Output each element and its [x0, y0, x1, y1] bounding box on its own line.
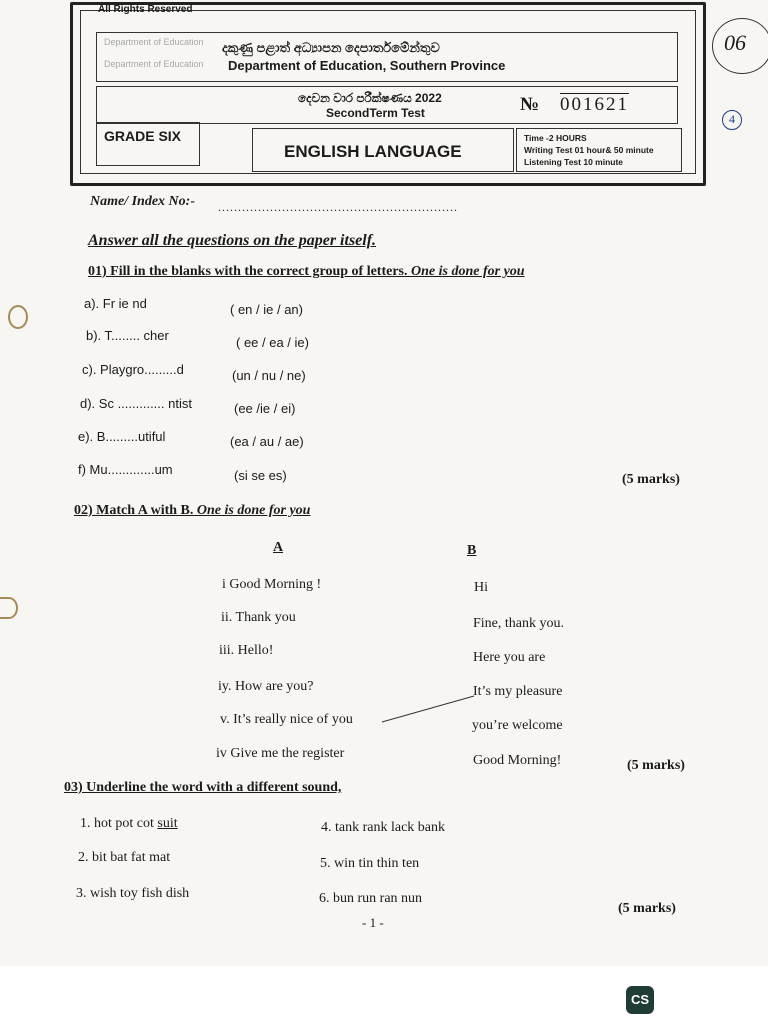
term-english: SecondTerm Test [326, 106, 425, 120]
q2-marks: (5 marks) [627, 758, 685, 773]
match-a-item: i Good Morning ! [222, 577, 322, 592]
q2-heading-main: 02) Match A with B. [74, 503, 194, 518]
match-a-item: ii. Thank you [221, 610, 296, 625]
q3-num: 2. [78, 850, 89, 865]
q3-words: wish toy fish dish [90, 886, 190, 901]
q1-options: (ee /ie / ei) [234, 401, 296, 416]
q3-num: 1. [80, 816, 91, 831]
q3-item [321, 820, 445, 836]
q1-heading-italic: One is done for you [411, 264, 525, 279]
q1-word: d). Sc ............. ntist [80, 396, 192, 411]
q1-options: (ea / au / ae) [230, 434, 304, 449]
score-mark: 06 [724, 30, 746, 55]
punch-hole [8, 305, 28, 329]
q3-num: 6. [319, 891, 330, 906]
q1-heading-main: 01) Fill in the blanks with the correct group of letters. [88, 264, 408, 279]
term-sinhala: දෙවන වාර පරීක්ෂණය 2022 [298, 91, 442, 105]
q2-heading [74, 503, 310, 519]
match-b-item: It’s my pleasure [473, 684, 563, 699]
q3-words: tank rank lack bank [335, 820, 446, 835]
q1-word: e). B.........utiful [78, 429, 166, 444]
match-a-item: iv Give me the register [216, 746, 345, 761]
time-info [524, 132, 654, 168]
q3-underlined-word: suit [157, 816, 178, 831]
faint-dept-line: Department of Education [104, 38, 204, 47]
col-b-label: B [467, 543, 477, 558]
match-a-item: v. It’s really nice of you [220, 712, 353, 727]
faint-dept-line: Department of Education [104, 60, 204, 69]
q1-options: (si se es) [234, 468, 287, 483]
time-line: Writing Test 01 hour& 50 minute [524, 145, 654, 155]
match-b-item: Good Morning! [473, 753, 562, 768]
circled-mark: 4 [722, 110, 742, 130]
q3-item [80, 816, 178, 832]
q1-word: b). T........ cher [86, 328, 169, 343]
department-name: Department of Education, Southern Province [228, 58, 506, 73]
q3-marks: (5 marks) [618, 901, 676, 916]
sinhala-title: දකුණු පළාත් අධ්‍යාපන දෙපාර්තමේන්තුව [222, 40, 440, 55]
number-value: 001621 [560, 94, 629, 115]
q1-heading [88, 264, 525, 280]
instruction: Answer all the questions on the paper itself. [88, 232, 377, 249]
q1-marks: (5 marks) [622, 472, 680, 487]
q2-heading-italic: One is done for you [196, 503, 311, 518]
name-index-label: Name/ Index No:- [90, 194, 195, 209]
match-b-item: Fine, thank you. [473, 616, 564, 631]
number-label: № [520, 94, 540, 115]
q3-num: 5. [320, 856, 331, 871]
q3-item [76, 886, 189, 902]
q1-word: c). Playgro.........d [82, 362, 184, 377]
match-line [380, 690, 480, 730]
grade-label: GRADE SIX [104, 128, 182, 144]
time-line: Listening Test 10 minute [524, 157, 624, 167]
time-line: Time -2 HOURS [524, 133, 587, 143]
q1-options: ( en / ie / an) [230, 302, 303, 317]
q3-words: hot pot cot [94, 816, 154, 831]
rights-text: All Rights Reserved [98, 4, 193, 15]
q3-item [319, 891, 422, 907]
subject-title: ENGLISH LANGUAGE [284, 142, 462, 161]
q3-num: 4. [321, 820, 332, 835]
q3-heading: 03) Underline the word with a different sound, [64, 780, 342, 795]
q1-word: a). Fr ie nd [84, 296, 147, 311]
q1-word: f) Mu.............um [78, 462, 173, 477]
q3-item [320, 856, 419, 872]
q3-words: bit bat fat mat [92, 850, 171, 865]
match-b-item: you’re welcome [472, 718, 563, 733]
punch-hole [0, 597, 18, 619]
camscanner-badge: CS [626, 986, 654, 1014]
match-b-item: Hi [474, 580, 488, 595]
col-a-label: A [273, 540, 284, 555]
q1-options: ( ee / ea / ie) [236, 335, 309, 350]
q3-words: bun run ran nun [333, 891, 423, 906]
q3-words: win tin thin ten [334, 856, 420, 871]
name-index-dots[interactable]: ............................................................ [218, 200, 458, 214]
q1-options: (un / nu / ne) [232, 368, 306, 383]
q3-item [78, 850, 170, 866]
page-number: - 1 - [362, 915, 384, 930]
match-b-item: Here you are [473, 650, 546, 665]
match-a-item: iii. Hello! [219, 643, 274, 658]
q3-num: 3. [76, 886, 87, 901]
match-a-item: iy. How are you? [218, 679, 314, 694]
